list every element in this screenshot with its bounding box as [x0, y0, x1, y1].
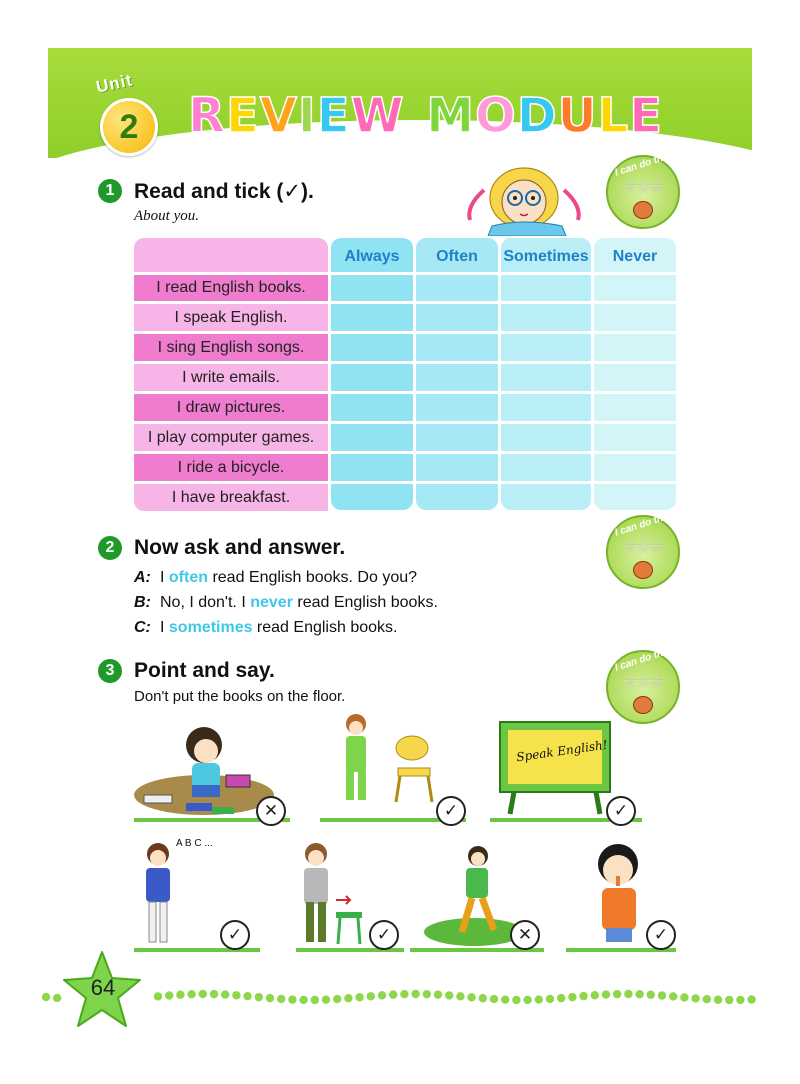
tick-icon[interactable]: ✓ [606, 796, 636, 826]
row-label: I sing English songs. [134, 334, 328, 361]
row-label: I play computer games. [134, 424, 328, 451]
title-letter: L [597, 88, 630, 144]
column-header-never: Never [612, 248, 658, 265]
row-label: I write emails. [134, 364, 328, 391]
column-header-sometimes: Sometimes [503, 248, 589, 265]
speaker-label: B: [134, 594, 151, 611]
column-never [594, 238, 676, 510]
dialog-line: No, I don't. I never read English books. [160, 594, 438, 611]
review-module-title [188, 88, 663, 144]
boy-walking-on-grass-picture [424, 840, 524, 950]
title-letter: V [259, 88, 298, 144]
section-number: 3 [98, 659, 122, 683]
table-divider [134, 421, 676, 424]
section-title: Point and say. [134, 659, 275, 682]
section-title: Read and tick (✓). [134, 180, 314, 203]
row-label: I ride a bicycle. [134, 454, 328, 481]
smiley-icon [633, 696, 653, 714]
page-number: 64 [90, 975, 116, 1000]
table-divider [134, 391, 676, 394]
song-notes-text: A B C ... [176, 838, 213, 849]
title-letter: E [629, 88, 664, 144]
dialog-line: I often read English books. Do you? [160, 569, 418, 586]
star-icon: ☆☆☆ [622, 179, 664, 196]
unit-label: Unit [94, 70, 135, 97]
row-label: I have breakfast. [134, 484, 328, 511]
column-often [416, 238, 498, 510]
girl-illustration [462, 160, 590, 236]
tick-icon[interactable]: ✓ [220, 920, 250, 950]
column-header-often: Often [436, 248, 478, 265]
title-letter [405, 88, 423, 144]
cross-icon[interactable]: ✕ [256, 796, 286, 826]
smiley-icon [633, 561, 653, 579]
speaker-label: A: [134, 569, 151, 586]
title-letter: D [516, 88, 558, 144]
instruction-text: Don't put the books on the floor. [134, 688, 346, 705]
title-letter: W [350, 88, 405, 144]
star-icon: ☆☆☆ [622, 539, 664, 556]
title-letter: E [316, 88, 351, 144]
table-divider [134, 451, 676, 454]
section-subtitle: About you. [134, 208, 199, 224]
section-title: Now ask and answer. [134, 536, 346, 559]
tick-icon[interactable]: ✓ [436, 796, 466, 826]
table-divider [134, 361, 676, 364]
title-letter: O [475, 88, 517, 144]
section-number: 2 [98, 536, 122, 560]
title-letter: R [188, 88, 226, 144]
title-letter: M [426, 88, 476, 144]
column-always [331, 238, 413, 510]
cross-icon[interactable]: ✕ [510, 920, 540, 950]
dialog-line: I sometimes read English books. [160, 619, 398, 636]
table-divider [134, 301, 676, 304]
row-label: I draw pictures. [134, 394, 328, 421]
speak-english-sign-picture [494, 718, 614, 818]
tick-icon[interactable]: ✓ [646, 920, 676, 950]
column-header-always: Always [344, 248, 400, 265]
i-can-do-this-badge: I can do this ☆☆☆ [606, 515, 680, 589]
sign-text: Speak English! [515, 737, 609, 765]
table-divider [134, 331, 676, 334]
dotted-border [40, 982, 760, 1012]
tick-icon[interactable]: ✓ [369, 920, 399, 950]
star-icon: ☆☆☆ [622, 674, 664, 691]
speaker-label: C: [134, 619, 151, 636]
row-label: I speak English. [134, 304, 328, 331]
smiley-icon [633, 201, 653, 219]
title-letter: I [297, 88, 317, 144]
i-can-do-this-badge: I can do this ☆☆☆ [606, 650, 680, 724]
title-letter: E [225, 88, 260, 144]
row-label: I read English books. [134, 274, 328, 301]
table-divider [134, 272, 676, 275]
title-letter: U [557, 88, 598, 144]
i-can-do-this-badge: I can do this ☆☆☆ [606, 155, 680, 229]
section-number: 1 [98, 179, 122, 203]
singing-boy-picture [134, 840, 194, 950]
column-sometimes [501, 238, 591, 510]
unit-number: 2 [100, 98, 158, 156]
table-divider [134, 481, 676, 484]
boy-kicking-chair-picture [296, 840, 376, 950]
